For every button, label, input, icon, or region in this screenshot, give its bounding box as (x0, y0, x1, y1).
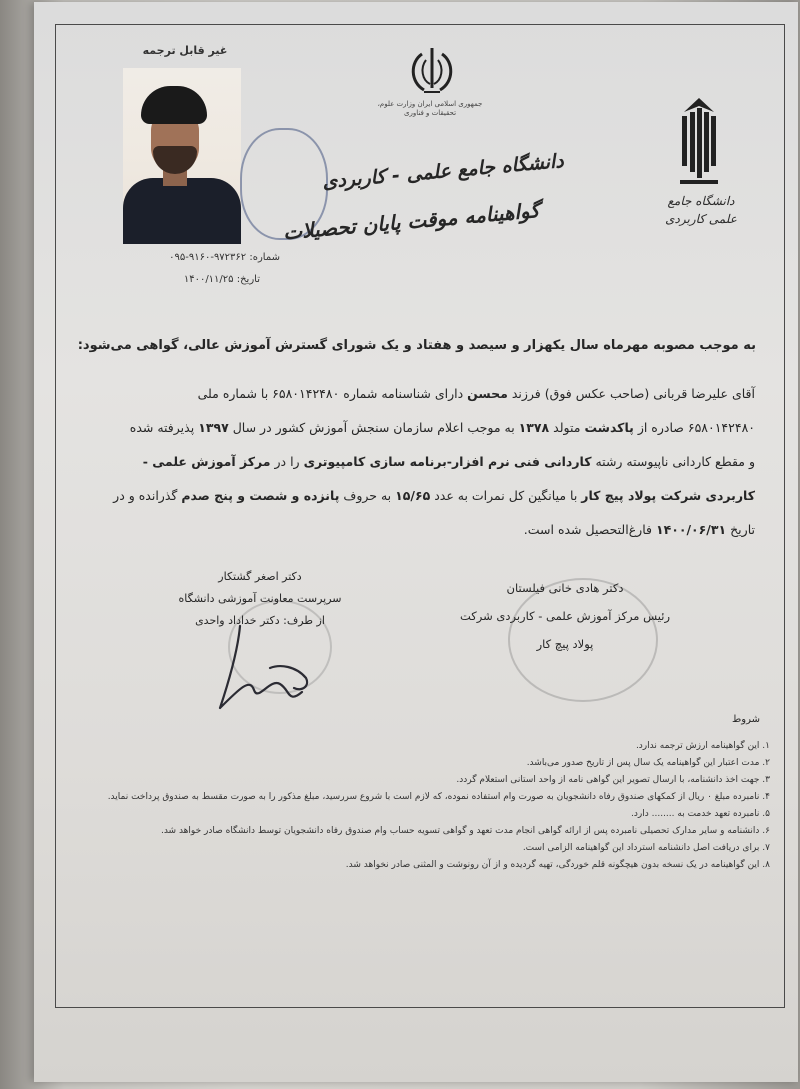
condition-item: ۷. برای دریافت اصل دانشنامه استرداد این گواهینامه الزامی است. (522, 843, 770, 853)
document-number: شماره: ۹۷۲۳۶۲-۹۱۶۰-۰۹۵ (169, 252, 280, 263)
document-title: گواهینامه موقت پایان تحصیلات (282, 198, 541, 245)
certificate-intro: به موجب مصوبه مهرماه سال یکهزار و سیصد و هفتاد و یک شورای گسترش آموزش عالی، گواهی می‌شود: (77, 338, 756, 353)
emblem-caption: جمهوری اسلامی ایران وزارت علوم، تحقیقات و فناوری (377, 100, 483, 117)
entry-year: ۱۳۹۷ (198, 420, 229, 435)
graduation-date: ۱۴۰۰/۰۶/۳۱ (655, 522, 727, 537)
student-photo (123, 68, 241, 244)
condition-item: ۶. دانشنامه و سایر مدارک تحصیلی نامبرده پس از ارائه گواهی انجام مدت تعهد و گواهی تسویه حساب وام صندوق رفاه دانشجویان توسط دانشگاه صادر خواهد شد. (160, 826, 770, 836)
photo-caption: غیر قابل ترجمه (142, 44, 228, 57)
birth-city: پاکدشت (584, 420, 634, 435)
condition-item: ۵. نامبرده تعهد خدمت به ........ دارد. (631, 809, 770, 819)
university-logo-text: دانشگاه جامع علمی کاربردی (665, 194, 737, 226)
condition-item: ۳. جهت اخذ دانشنامه، با ارسال تصویر این گواهی نامه از واحد استانی استعلام گردد. (456, 775, 770, 785)
handwritten-signature (210, 618, 330, 714)
field-of-study: کاردانی فنی نرم افزار-برنامه سازی کامپیوتری (303, 454, 592, 469)
gpa-number: ۱۵/۶۵ (395, 488, 431, 503)
body-line-2: ۶۵۸۰۱۴۲۴۸۰ صادره از پاکدشت متولد ۱۳۷۸ به موجب اعلام سازمان سنجش آموزش کشور در سال ۱۳۹۷ پذیرفته شده (129, 420, 755, 435)
condition-item: ۱. این گواهینامه ارزش ترجمه ندارد. (635, 741, 770, 751)
document-date: تاریخ: ۱۴۰۰/۱۱/۲۵ (183, 274, 260, 285)
birth-year: ۱۳۷۸ (518, 420, 550, 435)
conditions-list (80, 738, 770, 874)
condition-item: ۴. نامبرده مبلغ ۰ ریال از کمکهای صندوق رفاه دانشجویان به صورت وام استفاده نموده، که لازم است با شروع سررسید، مبلغ مذکور را به صورت مقسط به صندوق پرداخت نماید. (107, 792, 770, 802)
left-signatory-delegate: از طرف: دکتر خداداد واحدی (195, 614, 325, 627)
right-signatory (450, 574, 680, 658)
iran-emblem-icon (400, 44, 464, 104)
body-line-5: تاریخ ۱۴۰۰/۰۶/۳۱ فارغ‌التحصیل شده است. (523, 522, 755, 537)
right-signatory-title: رئیس مرکز آموزش علمی - کاربردی شرکت پولاد پیچ کار (459, 609, 671, 651)
education-center: مرکز آموزش علمی - (142, 454, 271, 469)
university-title: دانشگاه جامع علمی - کاربردی (321, 150, 565, 194)
gpa-words: پانزده و شصت و پنج صدم (181, 488, 340, 503)
left-signatory-title: سرپرست معاونت آموزشی دانشگاه (178, 592, 342, 605)
condition-item: ۸. این گواهینامه در یک نسخه بدون هیچگونه قلم خوردگی، تهیه گردیده و از آن رونوشت و المثنی صادر نخواهد شد. (345, 860, 770, 870)
body-line-1: آقای علیرضا قربانی (صاحب عکس فوق) فرزند محسن دارای شناسنامه شماره ۶۵۸۰۱۴۲۴۸۰ با شماره ملی (197, 386, 755, 401)
body-line-3: و مقطع کاردانی ناپیوسته رشته کاردانی فنی نرم افزار-برنامه سازی کامپیوتری را در مرکز آموزش علمی - (142, 454, 755, 469)
condition-item: ۲. مدت اعتبار این گواهینامه یک سال پس از تاریخ صدور می‌باشد. (526, 758, 770, 768)
university-logo-icon (676, 96, 722, 190)
right-signatory-name: دکتر هادی خانی فیلستان (506, 581, 624, 595)
left-signatory-name: دکتر اصغر گشتکار (218, 570, 302, 583)
body-line-4: کاربردی شرکت پولاد پیچ کار با میانگین کل نمرات به عدد ۱۵/۶۵ به حروف پانزده و شصت و پنج صدم گذرانده و در (113, 488, 755, 503)
father-name: محسن (467, 386, 508, 401)
conditions-title: شروط (732, 714, 760, 725)
